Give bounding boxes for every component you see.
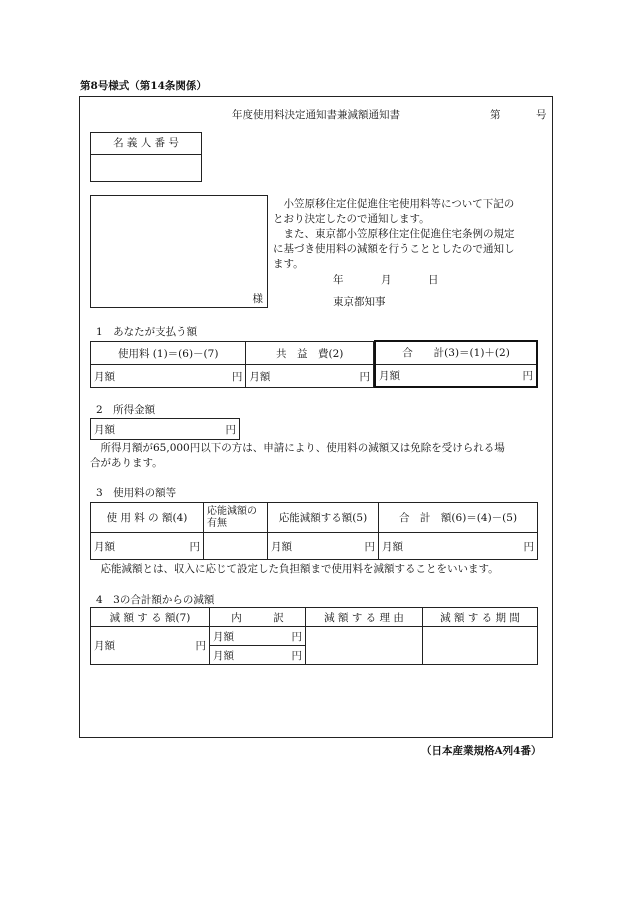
income-cell[interactable] xyxy=(91,419,240,440)
notice-line-2: とおり決定したので通知します。 xyxy=(273,213,430,225)
yen-label: 円 xyxy=(291,649,302,662)
monthly-label: 月額 xyxy=(213,649,234,662)
section1-table xyxy=(90,341,374,388)
detail-cell-1[interactable] xyxy=(210,627,306,646)
reduction-amount-cell[interactable] xyxy=(268,533,379,560)
yen-label: 円 xyxy=(225,423,236,436)
income-table xyxy=(90,418,240,440)
notice-line-3: また、東京都小笠原移住定住促進住宅条例の規定 xyxy=(273,228,515,240)
reason-header: 減 額 す る 理 由 xyxy=(306,608,423,627)
oshino-cell[interactable] xyxy=(204,533,268,560)
name-number-value[interactable] xyxy=(91,155,201,181)
notice-line-1: 小笠原移住定住促進住宅使用料等について下記の xyxy=(273,198,515,210)
common-fee-header: 共 益 費(2) xyxy=(246,342,374,365)
usage-fee-header: 使用料 (1)＝(6)－(7) xyxy=(91,342,246,365)
detail-cell-2[interactable] xyxy=(210,646,306,665)
monthly-label: 月額 xyxy=(249,370,271,383)
monthly-label: 月額 xyxy=(94,370,115,383)
reduction-amount-cell[interactable] xyxy=(91,627,210,665)
oshino-note: 応能減額とは、収入に応じて設定した負担額まで使用料を減額することをいいます。 xyxy=(90,563,499,575)
usage-amount-cell[interactable] xyxy=(91,533,204,560)
common-fee-cell[interactable] xyxy=(246,365,374,388)
form-label: 第8号様式（第14条関係） xyxy=(80,80,207,92)
section1-heading: 1 あなたが支払う額 xyxy=(96,326,198,338)
standard-label: （日本産業規格A列4番） xyxy=(421,745,542,757)
total-amount-header: 合 計 額(6)＝(4)－(5) xyxy=(379,503,538,533)
yen-label: 円 xyxy=(364,540,375,553)
section4-table xyxy=(90,607,538,665)
yen-label: 円 xyxy=(522,369,533,382)
yen-label: 円 xyxy=(231,370,243,383)
date-month: 月 xyxy=(381,274,392,286)
usage-fee-cell[interactable] xyxy=(91,365,246,388)
monthly-label: 月額 xyxy=(379,369,400,382)
yen-label: 円 xyxy=(523,540,534,553)
address-box[interactable] xyxy=(90,195,268,308)
section4-heading: 4 3の合計額からの減額 xyxy=(96,594,215,606)
notice-line-4: に基づき使用料の減額を行うこととしたので通知し xyxy=(273,243,515,255)
section1-total-table xyxy=(374,340,538,388)
name-number-label: 名 義 人 番 号 xyxy=(91,133,201,155)
monthly-label: 月額 xyxy=(94,540,115,553)
monthly-label: 月額 xyxy=(213,630,234,643)
monthly-label: 月額 xyxy=(94,423,115,436)
yen-label: 円 xyxy=(189,540,200,553)
section2-heading: 2 所得金額 xyxy=(96,404,156,416)
income-note-line-2: 合があります。 xyxy=(90,457,163,469)
monthly-label: 月額 xyxy=(271,540,292,553)
yen-label: 円 xyxy=(359,370,370,383)
notice-line-5: ます。 xyxy=(273,258,304,270)
reason-cell[interactable] xyxy=(306,627,423,665)
sender: 東京都知事 xyxy=(333,296,386,308)
number-suffix: 号 xyxy=(536,109,547,121)
reduction-header: 減 額 す る 額(7) xyxy=(91,608,210,627)
yen-label: 円 xyxy=(195,640,206,652)
sama-label: 様 xyxy=(252,293,263,305)
oshino-header: 応能減額の有無 xyxy=(204,503,268,533)
period-cell[interactable] xyxy=(423,627,538,665)
detail-header: 内 訳 xyxy=(210,608,306,627)
total-amount-cell[interactable] xyxy=(379,533,538,560)
total-header: 合 計(3)＝(1)＋(2) xyxy=(375,341,537,364)
date-day: 日 xyxy=(428,274,439,286)
name-number-box xyxy=(90,132,202,182)
monthly-label: 月額 xyxy=(94,640,115,652)
document-title: 年度使用料決定通知書兼減額通知書 xyxy=(232,109,400,121)
number-prefix: 第 xyxy=(490,109,501,121)
usage-amount-header: 使 用 料 の 額(4) xyxy=(91,503,204,533)
yen-label: 円 xyxy=(291,630,302,643)
reduction-amount-header: 応能減額する額(5) xyxy=(268,503,379,533)
income-note-line-1: 所得月額が65,000円以下の方は、申請により、使用料の減額又は免除を受けられる場 xyxy=(90,442,505,454)
section3-table xyxy=(90,502,538,560)
monthly-label: 月額 xyxy=(382,540,403,553)
section3-heading: 3 使用料の額等 xyxy=(96,487,177,499)
total-cell[interactable] xyxy=(375,364,537,387)
date-year: 年 xyxy=(333,274,344,286)
period-header: 減 額 す る 期 間 xyxy=(423,608,538,627)
